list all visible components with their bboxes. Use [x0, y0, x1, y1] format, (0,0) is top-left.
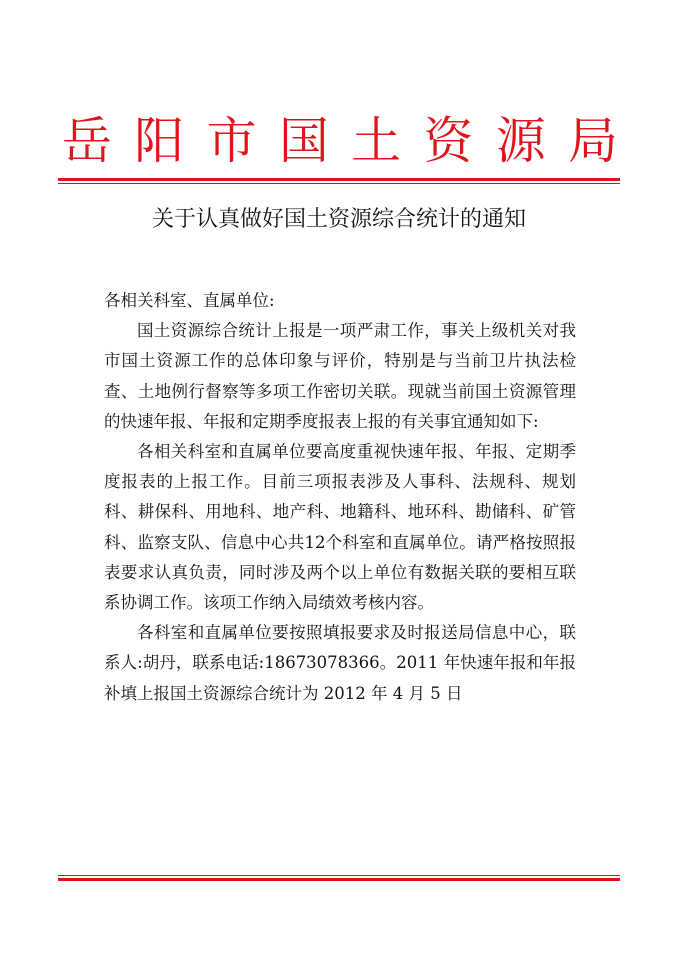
footer-divider-thin	[58, 875, 620, 876]
org-title-char: 资	[423, 112, 474, 170]
org-title-char: 土	[351, 112, 402, 170]
header-divider-thin	[58, 183, 620, 184]
paragraph: 国土资源综合统计上报是一项严肃工作，事关上级机关对我市国土资源工作的总体印象与评价，特别是与当前卫片执法检查、土地例行督察等多项工作密切关联。现就当前国土资源管理的快速年报、年报和定期季度报表上报的有关事宜通知如下:	[104, 321, 576, 431]
org-title-char: 源	[495, 112, 546, 170]
paragraph: 各科室和直属单位要按照填报要求及时报送局信息中心，联系人:胡丹，联系电话:18673078366。2011 年快速年报和年报补填上报国土资源综合统计为 2012 年 4 月 5 日	[104, 623, 576, 703]
salutation: 各相关科室、直属单位:	[104, 291, 275, 310]
org-title-char: 国	[278, 112, 329, 170]
notice-title: 关于认真做好国土资源综合统计的通知	[151, 207, 526, 232]
header-divider-thick	[58, 178, 620, 181]
org-title-char: 市	[206, 112, 257, 170]
org-title-char: 岳	[62, 112, 112, 170]
org-header-title	[60, 106, 620, 176]
footer-divider-thick	[58, 878, 620, 881]
notice-body	[104, 286, 576, 709]
paragraph: 各相关科室和直属单位要高度重视快速年报、年报、定期季度报表的上报工作。目前三项报表涉及人事科、法规科、规划科、耕保科、用地科、地产科、地籍科、地环科、勘储科、矿管科、监察支队、信息中心共12个科室和直属单位。请严格按照报表要求认真负责，同时涉及两个以上单位有数据关联的要相互联系协调工作。该项工作纳入局绩效考核内容。	[104, 442, 576, 613]
org-title-char: 局	[567, 112, 618, 170]
org-title-char: 阳	[134, 112, 185, 170]
